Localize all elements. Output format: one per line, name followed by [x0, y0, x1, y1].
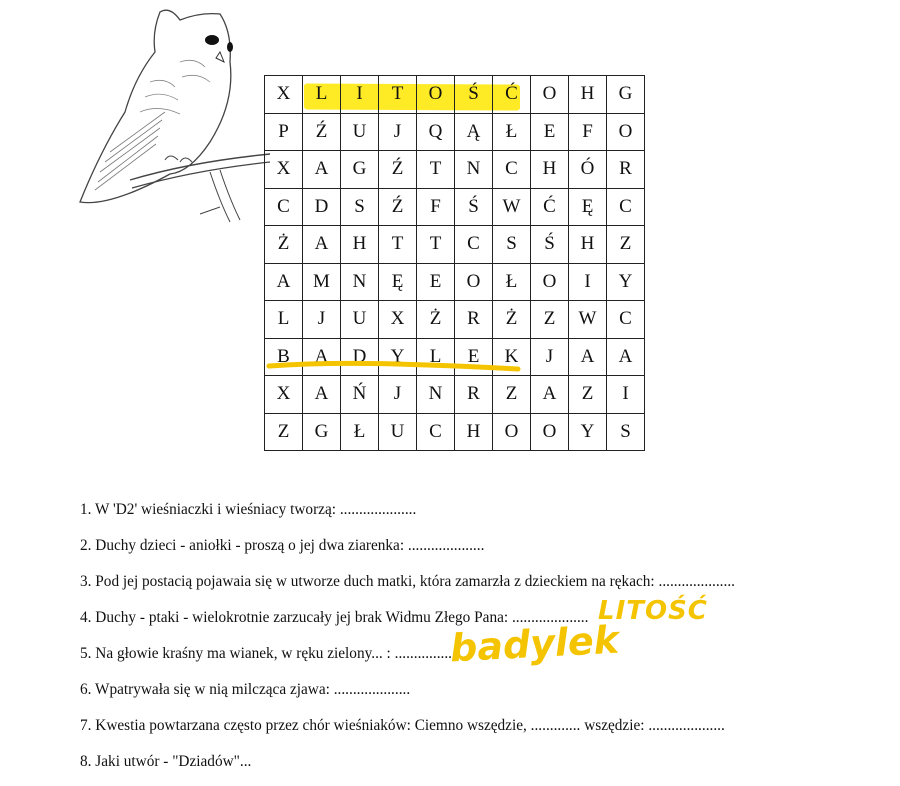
- question-2: 2. Duchy dzieci - aniołki - proszą o jej dwa ziarenka: ....................: [80, 537, 485, 554]
- grid-cell: S: [493, 226, 531, 264]
- grid-cell: Z: [493, 376, 531, 414]
- grid-cell: Ź: [303, 113, 341, 151]
- grid-cell: I: [569, 263, 607, 301]
- grid-cell: N: [417, 376, 455, 414]
- grid-cell: H: [341, 226, 379, 264]
- grid-cell: A: [265, 263, 303, 301]
- grid-cell: H: [531, 151, 569, 189]
- grid-cell: Ć: [493, 76, 531, 114]
- grid-cell: Ą: [455, 113, 493, 151]
- grid-cell: Y: [379, 338, 417, 376]
- grid-cell: A: [303, 226, 341, 264]
- grid-cell: O: [607, 113, 645, 151]
- grid-cell: Y: [569, 413, 607, 451]
- question-5: 5. Na głowie kraśny ma wianek, w ręku zielony... : ....................: [80, 645, 472, 662]
- grid-cell: O: [531, 76, 569, 114]
- grid-cell: G: [303, 413, 341, 451]
- grid-cell: Ź: [379, 188, 417, 226]
- grid-row: [265, 76, 645, 114]
- grid-cell: N: [341, 263, 379, 301]
- grid-cell: A: [303, 338, 341, 376]
- grid-cell: Y: [607, 263, 645, 301]
- grid-cell: C: [607, 188, 645, 226]
- grid-cell: U: [341, 301, 379, 339]
- handwritten-answer-5: badylek: [448, 617, 620, 671]
- grid-cell: L: [265, 301, 303, 339]
- grid-cell: J: [303, 301, 341, 339]
- grid-cell: Ł: [493, 263, 531, 301]
- grid-cell: T: [417, 151, 455, 189]
- grid-cell: Ź: [379, 151, 417, 189]
- grid-cell: C: [417, 413, 455, 451]
- grid-cell: Ć: [531, 188, 569, 226]
- grid-cell: L: [303, 76, 341, 114]
- grid-cell: G: [341, 151, 379, 189]
- grid-cell: A: [607, 338, 645, 376]
- question-list: [80, 498, 735, 786]
- grid-cell: S: [607, 413, 645, 451]
- grid-cell: Ń: [341, 376, 379, 414]
- grid-cell: Ż: [265, 226, 303, 264]
- grid-cell: P: [265, 113, 303, 151]
- grid-cell: A: [303, 376, 341, 414]
- grid-cell: C: [265, 188, 303, 226]
- grid-cell: F: [569, 113, 607, 151]
- grid-cell: Z: [569, 376, 607, 414]
- grid-cell: D: [303, 188, 341, 226]
- grid-cell: D: [341, 338, 379, 376]
- grid-cell: W: [493, 188, 531, 226]
- grid-cell: A: [531, 376, 569, 414]
- grid-cell: O: [493, 413, 531, 451]
- grid-row: [265, 113, 645, 151]
- grid-cell: X: [265, 376, 303, 414]
- grid-cell: W: [569, 301, 607, 339]
- grid-cell: E: [417, 263, 455, 301]
- grid-row: [265, 226, 645, 264]
- question-3: 3. Pod jej postacią pojawaia się w utworze duch matki, która zamarzła z dzieckiem na rękach: ....................: [80, 573, 735, 590]
- grid-cell: O: [531, 263, 569, 301]
- grid-cell: R: [455, 376, 493, 414]
- grid-cell: C: [493, 151, 531, 189]
- grid-cell: H: [569, 76, 607, 114]
- grid-cell: O: [531, 413, 569, 451]
- grid-cell: H: [455, 413, 493, 451]
- grid-cell: Q: [417, 113, 455, 151]
- grid-cell: C: [455, 226, 493, 264]
- grid-cell: I: [341, 76, 379, 114]
- grid-cell: J: [531, 338, 569, 376]
- grid-row: [265, 376, 645, 414]
- grid-cell: B: [265, 338, 303, 376]
- grid-cell: E: [455, 338, 493, 376]
- grid-cell: J: [379, 113, 417, 151]
- grid-cell: Ł: [341, 413, 379, 451]
- grid-cell: Ż: [417, 301, 455, 339]
- grid-cell: Ś: [455, 188, 493, 226]
- grid-cell: I: [607, 376, 645, 414]
- grid-cell: F: [417, 188, 455, 226]
- grid-cell: L: [417, 338, 455, 376]
- grid-cell: T: [379, 76, 417, 114]
- word-strike-badylek: [266, 356, 526, 380]
- grid-cell: E: [531, 113, 569, 151]
- question-6: 6. Wpatrywała się w nią milcząca zjawa: ....................: [80, 681, 411, 698]
- grid-row: [265, 188, 645, 226]
- grid-row: [265, 151, 645, 189]
- grid-cell: X: [265, 76, 303, 114]
- grid-cell: Ę: [379, 263, 417, 301]
- grid-cell: A: [303, 151, 341, 189]
- grid-cell: S: [341, 188, 379, 226]
- grid-cell: U: [379, 413, 417, 451]
- grid-cell: J: [379, 376, 417, 414]
- grid-cell: R: [455, 301, 493, 339]
- owl-illustration: [70, 2, 270, 227]
- grid-cell: Z: [607, 226, 645, 264]
- grid-row: [265, 301, 645, 339]
- grid-cell: Ł: [493, 113, 531, 151]
- word-search-grid: [264, 75, 645, 451]
- grid-cell: T: [417, 226, 455, 264]
- grid-cell: Z: [531, 301, 569, 339]
- grid-cell: T: [379, 226, 417, 264]
- grid-cell: Ó: [569, 151, 607, 189]
- question-1: 1. W 'D2' wieśniaczki i wieśniacy tworzą: ....................: [80, 501, 417, 518]
- grid-cell: H: [569, 226, 607, 264]
- grid-cell: Ś: [531, 226, 569, 264]
- grid-row: [265, 263, 645, 301]
- grid-cell: C: [607, 301, 645, 339]
- grid-cell: G: [607, 76, 645, 114]
- grid-cell: X: [265, 151, 303, 189]
- grid-cell: Ż: [493, 301, 531, 339]
- grid-cell: O: [455, 263, 493, 301]
- grid-cell: R: [607, 151, 645, 189]
- grid-cell: K: [493, 338, 531, 376]
- grid-cell: A: [569, 338, 607, 376]
- question-4: 4. Duchy - ptaki - wielokrotnie zarzucały jej brak Widmu Złego Pana: ....................: [80, 609, 589, 626]
- grid-cell: Ę: [569, 188, 607, 226]
- grid-cell: M: [303, 263, 341, 301]
- handwritten-answer-4: LITOŚĆ: [598, 596, 708, 626]
- grid-cell: Z: [265, 413, 303, 451]
- grid-row: [265, 413, 645, 451]
- question-7: 7. Kwestia powtarzana często przez chór wieśniaków: Ciemno wszędzie, ............. wszędzie: ....................: [80, 717, 725, 734]
- grid-cell: Ś: [455, 76, 493, 114]
- grid-cell: N: [455, 151, 493, 189]
- grid-cell: O: [417, 76, 455, 114]
- grid-cell: X: [379, 301, 417, 339]
- grid-cell: U: [341, 113, 379, 151]
- question-8: 8. Jaki utwór - "Dziadów"...: [80, 753, 252, 770]
